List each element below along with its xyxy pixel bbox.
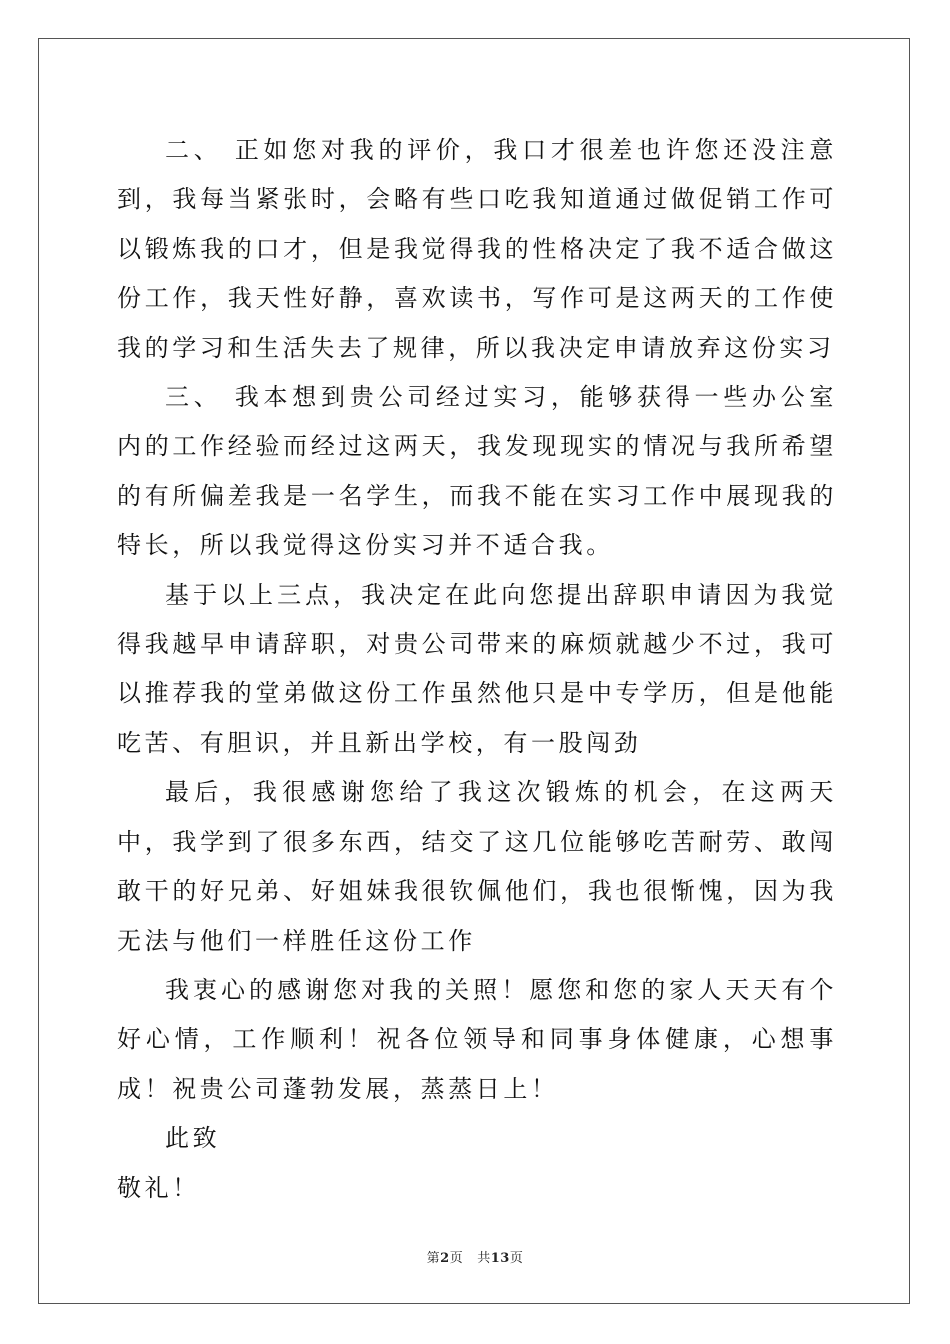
- salutation-jingli: 敬礼！: [117, 1173, 200, 1202]
- page-suffix: 页: [449, 1251, 464, 1266]
- paragraph-thanks: 最后，我很感谢您给了我这次锻炼的机会，在这两天中，我学到了很多东西，结交了这几位能够吃苦耐劳、敢闯敢干的好兄弟、好姐妹我很钦佩他们，我也很惭愧，因为我无法与他们一样胜任这份工作: [117, 778, 837, 955]
- page-footer: [0, 1247, 950, 1266]
- paragraph-point-three: 三、 我本想到贵公司经过实习，能够获得一些办公室内的工作经验而经过这两天，我发现现实的情况与我所希望的有所偏差我是一名学生，而我不能在实习工作中展现我的特长，所以我觉得这份实习并不适合我。: [117, 383, 837, 560]
- salutation-cizhi: 此致: [165, 1124, 221, 1153]
- page-prefix: 第: [426, 1251, 441, 1266]
- paragraph-wishes: 我衷心的感谢您对我的关照！愿您和您的家人天天有个好心情，工作顺利！祝各位领导和同事身体健康，心想事成！祝贵公司蓬勃发展，蒸蒸日上！: [117, 975, 837, 1103]
- page-number: 2: [440, 1251, 450, 1266]
- paragraph-point-two: 二、 正如您对我的评价，我口才很差也许您还没注意到，我每当紧张时，会略有些口吃我知道通过做促销工作可以锻炼我的口才，但是我觉得我的性格决定了我不适合做这份工作，我天性好静，喜欢读书，写作可是这两天的工作使我的学习和生活失去了规律，所以我决定申请放弃这份实习: [117, 136, 837, 362]
- document-body: [117, 126, 837, 1213]
- paragraph-conclusion: 基于以上三点，我决定在此向您提出辞职申请因为我觉得我越早申请辞职，对贵公司带来的麻烦就越少不过，我可以推荐我的堂弟做这份工作虽然他只是中专学历，但是他能吃苦、有胆识，并且新出学校，有一股闯劲: [117, 580, 837, 757]
- total-suffix: 页: [509, 1251, 524, 1266]
- total-prefix: 共: [477, 1251, 491, 1266]
- total-pages: 13: [490, 1251, 510, 1266]
